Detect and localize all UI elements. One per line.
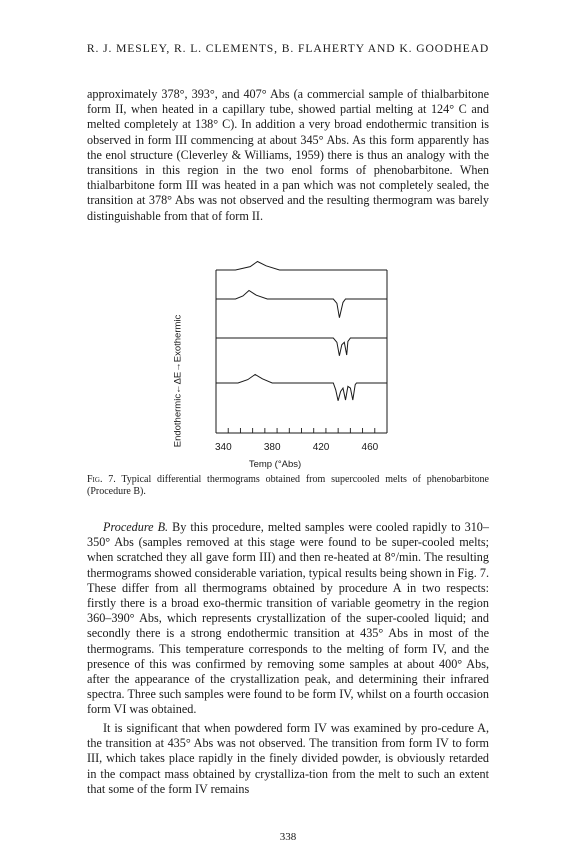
paragraph-2: [87, 520, 489, 718]
procedure-b-label: Procedure B.: [103, 520, 169, 534]
page-number: 338: [279, 831, 297, 843]
paragraph-1: approximately 378°, 393°, and 407° Abs (a commercial sample of thialbarbitone form II, when heated in a capillary tube, showed partial melting at 124° C and melted completely at 138° C). In addition a very broad endothermic transition is observed in form III commencing at about 345° Abs. As this form apparently has the enol structure (Cleverley & Williams, 1959) there is thus an analogy with the transitions in this region in the two enol forms of phenobarbitone. When thialbarbitone form III was heated in a pan which was not completely sealed, the transition at 378° Abs was not observed and the resulting thermogram was barely distinguishable from that of form II.: [87, 87, 489, 223]
running-header: R. J. MESLEY, R. L. CLEMENTS, B. FLAHERTY AND K. GOODHEAD: [86, 42, 490, 55]
caption-text: Typical differential thermograms obtained from supercooled melts of phenobarbitone (Procedure B).: [87, 474, 489, 497]
thermogram-trace-3: [216, 338, 387, 356]
paragraph-3: It is significant that when powdered form IV was examined by pro-cedure A, the transition at 435° Abs was not observed. The transition from form IV to form III, which takes place rapidly in the finely divided powder, is obviously retarded in the compact mass obtained by crystalliza-tion from the melt to such an extent that some of the form IV remains: [87, 721, 489, 796]
thermogram-trace-1: [216, 262, 387, 271]
x-tick-label: 420: [312, 442, 330, 453]
x-tick-label: 460: [361, 442, 379, 453]
caption-label: Fig. 7.: [87, 474, 116, 485]
x-tick-label: 380: [263, 442, 281, 453]
paragraph-2-text: By this procedure, melted samples were cooled rapidly to 310–350° Abs (samples removed at this stage were found to be super-cooled melts; when scratched they all gave form III) and then re-heated at 8°/min. The resulting thermograms showed considerable variation, typical results being shown in Fig. 7. These differ from all thermograms obtained by procedure A in two respects: firstly there is a broad exo-thermic transition of variable geometry in the region 360–390° Abs, which represents crystallization of the super-cooled liquid; and secondly there is a strong endothermic transition at 435° Abs in most of the thermograms. This temperature corresponds to the melting of form IV, and the presence of this was confirmed by removing some samples at about 400° Abs, after the appearance of the crystallization peak, and determining their infrared spectra. Three such samples were found to be form IV, whilst on a fourth occasion form VI was obtained.: [87, 520, 489, 717]
thermogram-trace-4: [216, 375, 387, 401]
x-tick-label: 340: [214, 442, 232, 453]
figure-caption: [87, 474, 489, 498]
thermogram-figure: [170, 250, 410, 472]
x-axis-label: Temp (°Abs): [248, 459, 302, 470]
thermogram-trace-2: [216, 291, 387, 318]
